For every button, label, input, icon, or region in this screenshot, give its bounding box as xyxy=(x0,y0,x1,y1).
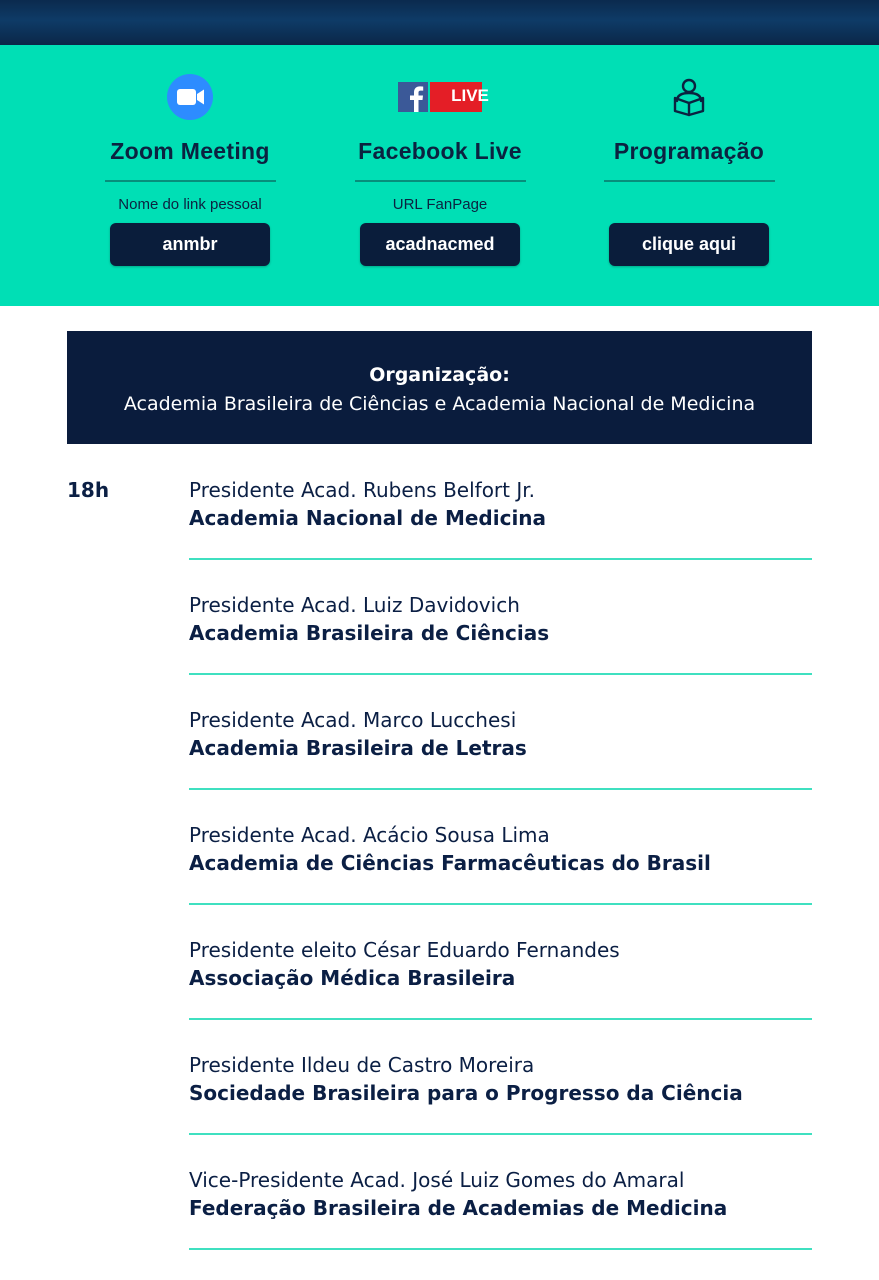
speaker-organization: Federação Brasileira de Academias de Medicina xyxy=(189,1196,728,1220)
speaker-role: Presidente Acad. Marco Lucchesi xyxy=(189,708,517,732)
organization-label: Organização: xyxy=(369,364,510,386)
schedule-entry xyxy=(189,478,812,593)
facebook-subtitle: URL FanPage xyxy=(392,196,488,213)
organization-banner xyxy=(67,331,812,444)
schedule-entry xyxy=(189,938,812,1053)
speaker-organization: Academia Brasileira de Ciências xyxy=(189,621,550,645)
header-bar xyxy=(0,0,879,45)
zoom-title: Zoom Meeting xyxy=(110,138,270,164)
speaker-organization: Academia Brasileira de Letras xyxy=(189,736,527,760)
schedule-entry xyxy=(189,1168,812,1280)
entry-divider xyxy=(189,903,812,905)
schedule-entry xyxy=(189,823,812,938)
facebook-divider xyxy=(355,180,526,182)
speaker-organization: Associação Médica Brasileira xyxy=(189,966,516,990)
zoom-subtitle: Nome do link pessoal xyxy=(118,196,262,213)
program-link-button[interactable]: clique aqui xyxy=(609,223,769,266)
live-badge-text: LIVE xyxy=(451,86,489,105)
facebook-link-button[interactable]: acadnacmed xyxy=(360,223,520,266)
facebook-title: Facebook Live xyxy=(358,138,522,164)
speaker-organization: Academia de Ciências Farmacêuticas do Brasil xyxy=(189,851,711,875)
schedule-entry xyxy=(189,593,812,708)
zoom-link-button[interactable]: anmbr xyxy=(110,223,270,266)
program-title: Programação xyxy=(613,138,765,164)
schedule-entry xyxy=(189,1053,812,1168)
zoom-divider xyxy=(105,180,276,182)
schedule-time: 18h xyxy=(67,478,110,502)
speaker-role: Presidente Acad. Luiz Davidovich xyxy=(189,593,520,617)
entry-divider xyxy=(189,558,812,560)
schedule-entry xyxy=(189,708,812,823)
entry-divider xyxy=(189,1248,812,1250)
speaker-role: Presidente eleito César Eduardo Fernandes xyxy=(189,938,620,962)
organization-text: Academia Brasileira de Ciências e Academia Nacional de Medicina xyxy=(123,393,756,415)
entry-divider xyxy=(189,1133,812,1135)
facebook-live-icon xyxy=(350,73,530,121)
speaker-role: Presidente Ildeu de Castro Moreira xyxy=(189,1053,535,1077)
program-divider xyxy=(604,180,775,182)
speaker-role: Vice-Presidente Acad. José Luiz Gomes do Amaral xyxy=(189,1168,685,1192)
entry-divider xyxy=(189,788,812,790)
entry-divider xyxy=(189,1018,812,1020)
reading-person-icon xyxy=(599,73,779,121)
speaker-role: Presidente Acad. Rubens Belfort Jr. xyxy=(189,478,535,502)
links-band xyxy=(0,45,879,306)
speaker-role: Presidente Acad. Acácio Sousa Lima xyxy=(189,823,550,847)
speaker-organization: Academia Nacional de Medicina xyxy=(189,506,547,530)
entry-divider xyxy=(189,673,812,675)
zoom-video-icon xyxy=(100,73,280,121)
speaker-organization: Sociedade Brasileira para o Progresso da Ciência xyxy=(189,1081,743,1105)
